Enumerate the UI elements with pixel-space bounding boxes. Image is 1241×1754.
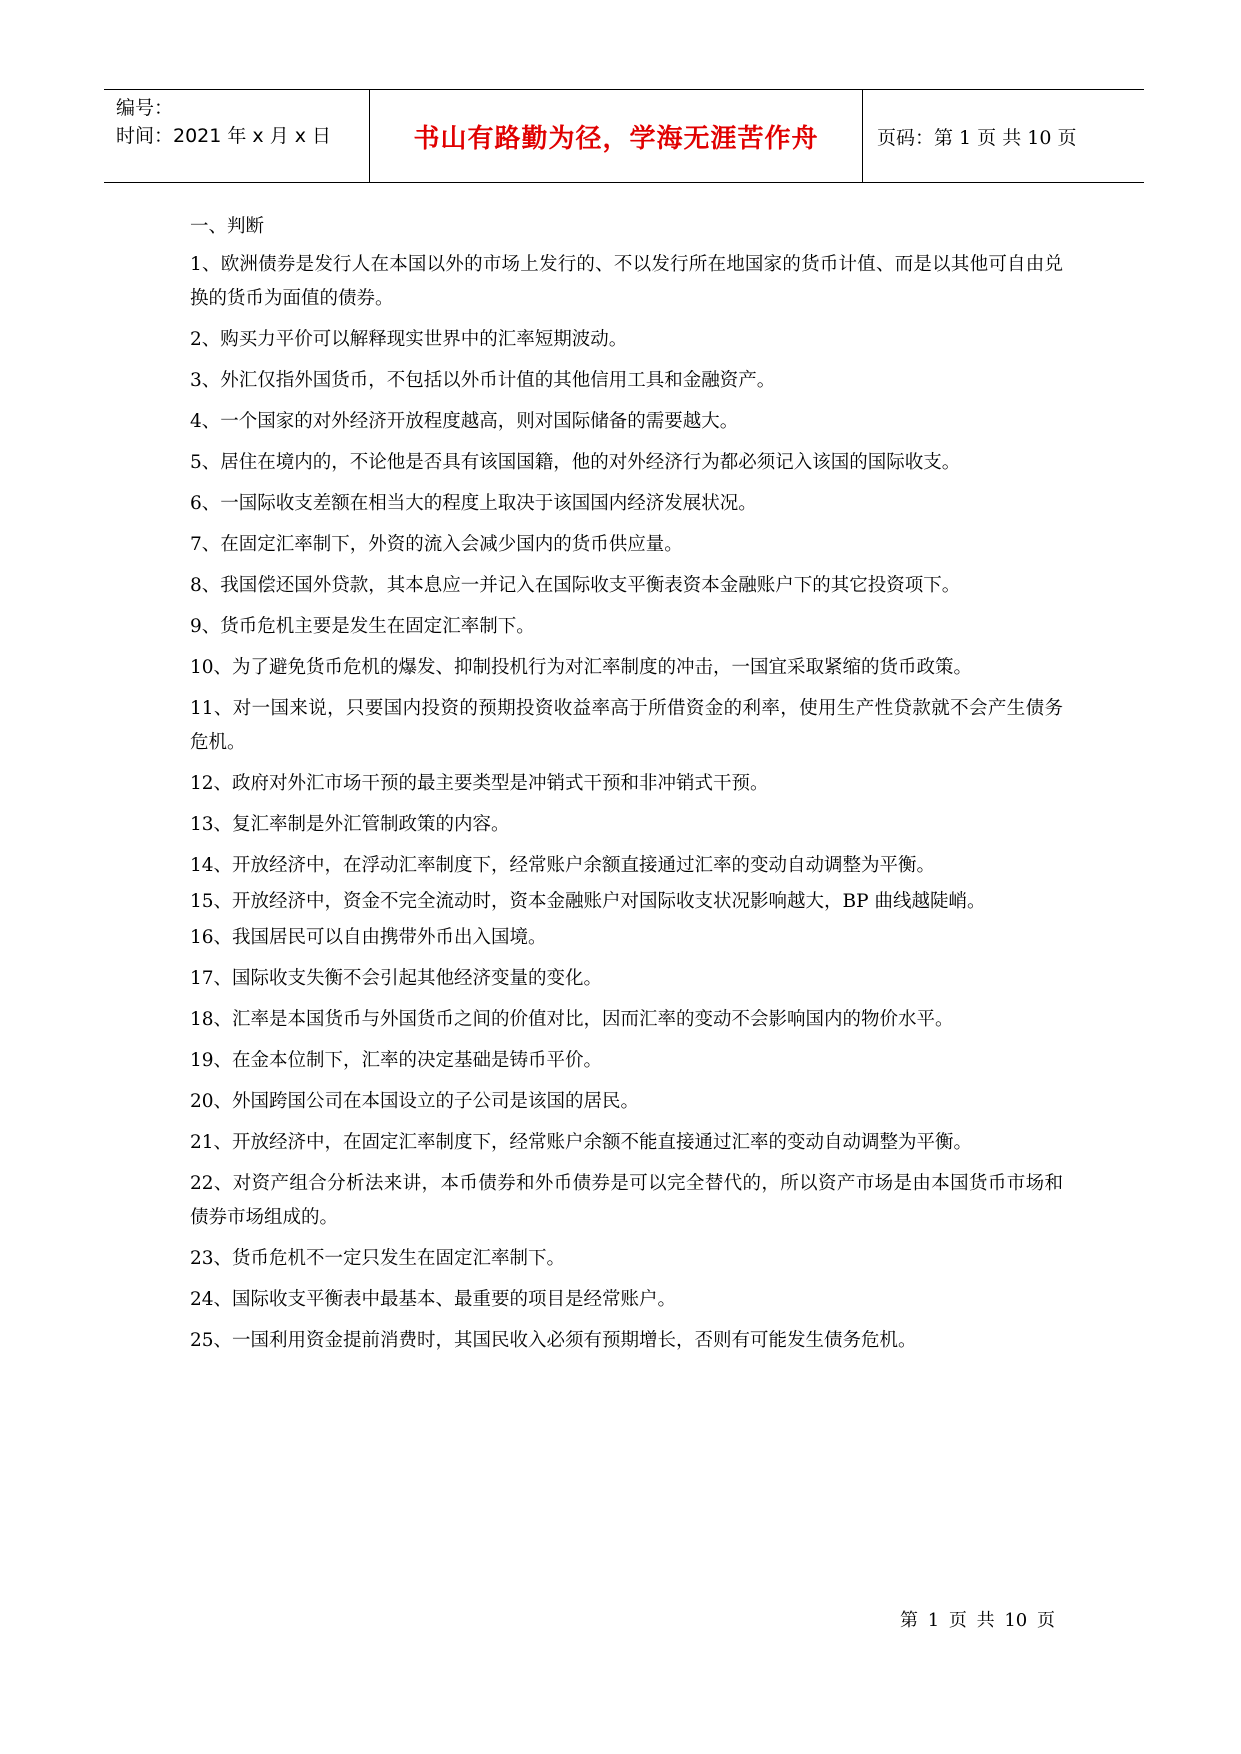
list-item: 17、国际收支失衡不会引起其他经济变量的变化。	[190, 968, 603, 989]
list-item: 19、在金本位制下，汇率的决定基础是铸币平价。	[190, 1050, 603, 1071]
list-item: 8、我国偿还国外贷款，其本息应一并记入在国际收支平衡表资本金融账户下的其它投资项下。	[190, 575, 961, 596]
list-item: 7、在固定汇率制下，外资的流入会减少国内的货币供应量。	[190, 534, 683, 555]
document-time: 时间：2021 年 x 月 x 日	[116, 125, 332, 147]
document-header	[104, 89, 1144, 183]
list-item: 16、我国居民可以自由携带外币出入国境。	[190, 927, 547, 948]
list-item: 14、开放经济中，在浮动汇率制度下，经常账户余额直接通过汇率的变动自动调整为平衡。	[190, 855, 936, 876]
list-item: 12、政府对外汇市场干预的最主要类型是冲销式干预和非冲销式干预。	[190, 773, 769, 794]
document-body	[190, 210, 1063, 1365]
list-item: 9、货币危机主要是发生在固定汇率制下。	[190, 616, 535, 637]
list-item: 10、为了避免货币危机的爆发、抑制投机行为对汇率制度的冲击，一国宜采取紧缩的货币政策。	[190, 657, 973, 678]
header-meta	[104, 90, 370, 182]
list-item: 6、一国际收支差额在相当大的程度上取决于该国国内经济发展状况。	[190, 493, 757, 514]
list-item: 3、外汇仅指外国货币，不包括以外币计值的其他信用工具和金融资产。	[190, 370, 776, 391]
list-item: 2、购买力平价可以解释现实世界中的汇率短期波动。	[190, 329, 628, 350]
list-item: 4、一个国家的对外经济开放程度越高，则对国际储备的需要越大。	[190, 411, 739, 432]
page-footer: 第 1 页 共 10 页	[900, 1610, 1055, 1631]
list-item: 20、外国跨国公司在本国设立的子公司是该国的居民。	[190, 1091, 640, 1112]
list-item: 23、货币危机不一定只发生在固定汇率制下。	[190, 1248, 566, 1269]
section-title: 一、判断	[190, 216, 265, 237]
list-item: 25、一国利用资金提前消费时，其国民收入必须有预期增长，否则有可能发生债务危机。	[190, 1330, 917, 1351]
list-item: 1、欧洲债券是发行人在本国以外的市场上发行的、不以发行所在地国家的货币计值、而是以其他可自由兑换的货币为面值的债券。	[190, 254, 1063, 309]
header-page-number: 页码：第 1 页 共 10 页	[877, 126, 1077, 149]
list-item: 13、复汇率制是外汇管制政策的内容。	[190, 814, 510, 835]
list-item: 21、开放经济中，在固定汇率制度下，经常账户余额不能直接通过汇率的变动自动调整为平衡。	[190, 1132, 973, 1153]
list-item: 5、居住在境内的，不论他是否具有该国国籍，他的对外经济行为都必须记入该国的国际收支。	[190, 452, 961, 473]
header-motto: 书山有路勤为径，学海无涯苦作舟	[370, 90, 863, 182]
list-item: 15、开放经济中，资金不完全流动时，资本金融账户对国际收支状况影响越大，BP 曲线越陡峭。	[190, 891, 986, 912]
document-number: 编号：	[116, 97, 174, 119]
list-item: 22、对资产组合分析法来讲，本币债券和外币债券是可以完全替代的，所以资产市场是由本国货币市场和债券市场组成的。	[190, 1173, 1063, 1228]
list-item: 24、国际收支平衡表中最基本、最重要的项目是经常账户。	[190, 1289, 677, 1310]
list-item: 18、汇率是本国货币与外国货币之间的价值对比，因而汇率的变动不会影响国内的物价水平。	[190, 1009, 954, 1030]
list-item: 11、对一国来说，只要国内投资的预期投资收益率高于所借资金的利率，使用生产性贷款就不会产生债务危机。	[190, 698, 1063, 753]
